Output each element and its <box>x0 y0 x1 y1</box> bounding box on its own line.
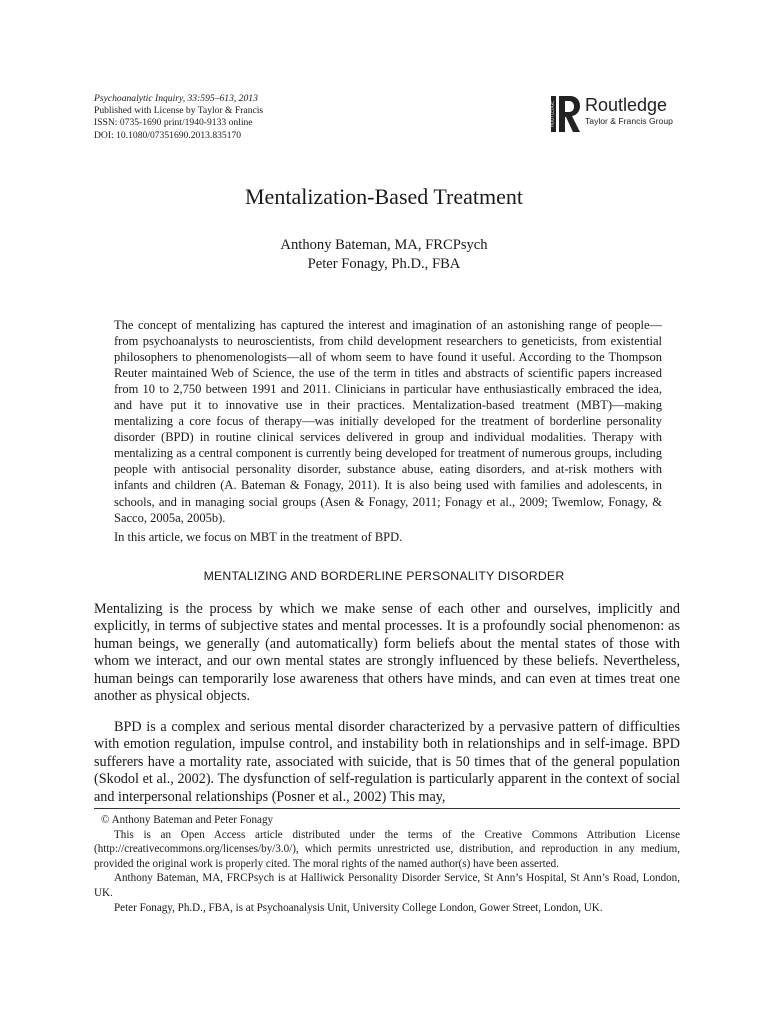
footnote-divider <box>94 808 680 809</box>
footnotes <box>94 813 680 915</box>
author-name: Peter Fonagy, Ph.D., FBA <box>307 256 461 272</box>
routledge-r-logo-icon <box>551 96 581 132</box>
copyright-notice: © Anthony Bateman and Peter Fonagy <box>101 814 274 826</box>
section-heading: MENTALIZING AND BORDERLINE PERSONALITY DISORDER <box>203 569 565 583</box>
publisher-logo <box>551 94 691 134</box>
author-list <box>0 236 768 274</box>
publisher-name: Routledge <box>585 95 668 115</box>
svg-text:ROUTLEDGE: ROUTLEDGE <box>549 100 555 128</box>
article-title: Mentalization-Based Treatment <box>245 184 523 209</box>
journal-info <box>94 93 394 142</box>
author-affiliation: Peter Fonagy, Ph.D., FBA, is at Psychoanalysis Unit, University College London, Gower Street, London, UK. <box>114 901 603 914</box>
body-paragraph: Mentalizing is the process by which we make sense of each other and ourselves, implicitly and explicitly, in terms of subjective states and mental processes. It is a profoundly social phenomenon: as human beings, we generally (and automatically) form beliefs about the mental states of those with whom we interact, and our own mental states are strongly influenced by these beliefs. Nevertheless, human beings can temporarily lose awareness that others have minds, and can even at times treat one another as physical objects. <box>94 601 680 705</box>
license-line: Published with License by Taylor & Francis <box>94 105 264 117</box>
doi-line: DOI: 10.1080/07351690.2013.835170 <box>94 129 242 141</box>
abstract-paragraph: In this article, we focus on MBT in the treatment of BPD. <box>114 530 403 544</box>
journal-citation: Psychoanalytic Inquiry, 33:595–613, 2013 <box>94 93 258 104</box>
abstract-paragraph: The concept of mentalizing has captured the interest and imagination of an astonishing range of people—from psychoanalysts to neuroscientists, from child development researchers to geneticists, from existential philosophers to phenomenologists—all of whom seem to have found it useful. According to the Thompson Reuter maintained Web of Science, the use of the term in titles and abstracts of scientific papers increased from 10 to 2,750 between 1991 and 2011. Clinicians in particular have enthusiastically embraced the idea, and have put it to innovative use in their practices. Mentalization-based treatment (MBT)—making mentalizing a core focus of therapy—was initially developed for the treatment of borderline personality disorder (BPD) in routine clinical services delivered in group and individual modalities. Therapy with mentalizing as a central component is currently being developed for treatment of numerous groups, including people with antisocial personality disorder, substance abuse, eating disorders, and at-risk mothers with infants and children (A. Bateman & Fonagy, 2011). It is also being used with families and adolescents, in schools, and in managing social groups (Asen & Fonagy, 2011; Fonagy et al., 2009; Twemlow, Fonagy, & Sacco, 2005a, 2005b). <box>114 318 662 525</box>
license-notice: This is an Open Access article distributed under the terms of the Creative Commons Attribution License (http://creativecommons.org/licenses/by/3.0/), which permits unrestricted use, distribution, and reproduction in any medium, provided the original work is properly cited. The moral rights of the named author(s) have been asserted. <box>94 828 680 870</box>
author-affiliation: Anthony Bateman, MA, FRCPsych is at Halliwick Personality Disorder Service, St Ann’s Hospital, St Ann’s Road, London, UK. <box>94 872 680 899</box>
issn-line: ISSN: 0735-1690 print/1940-9133 online <box>94 117 253 129</box>
body-paragraph: BPD is a complex and serious mental disorder characterized by a pervasive pattern of difficulties with emotion regulation, impulse control, and instability both in relationships and in self-image. BPD sufferers have a mortality rate, associated with suicide, that is 50 times that of the general population (Skodol et al., 2002). The dysfunction of self-regulation is particularly apparent in the context of social and interpersonal relationships (Posner et al., 2002) This may, <box>94 719 680 805</box>
author-name: Anthony Bateman, MA, FRCPsych <box>280 237 488 253</box>
publisher-group: Taylor & Francis Group <box>585 116 673 126</box>
